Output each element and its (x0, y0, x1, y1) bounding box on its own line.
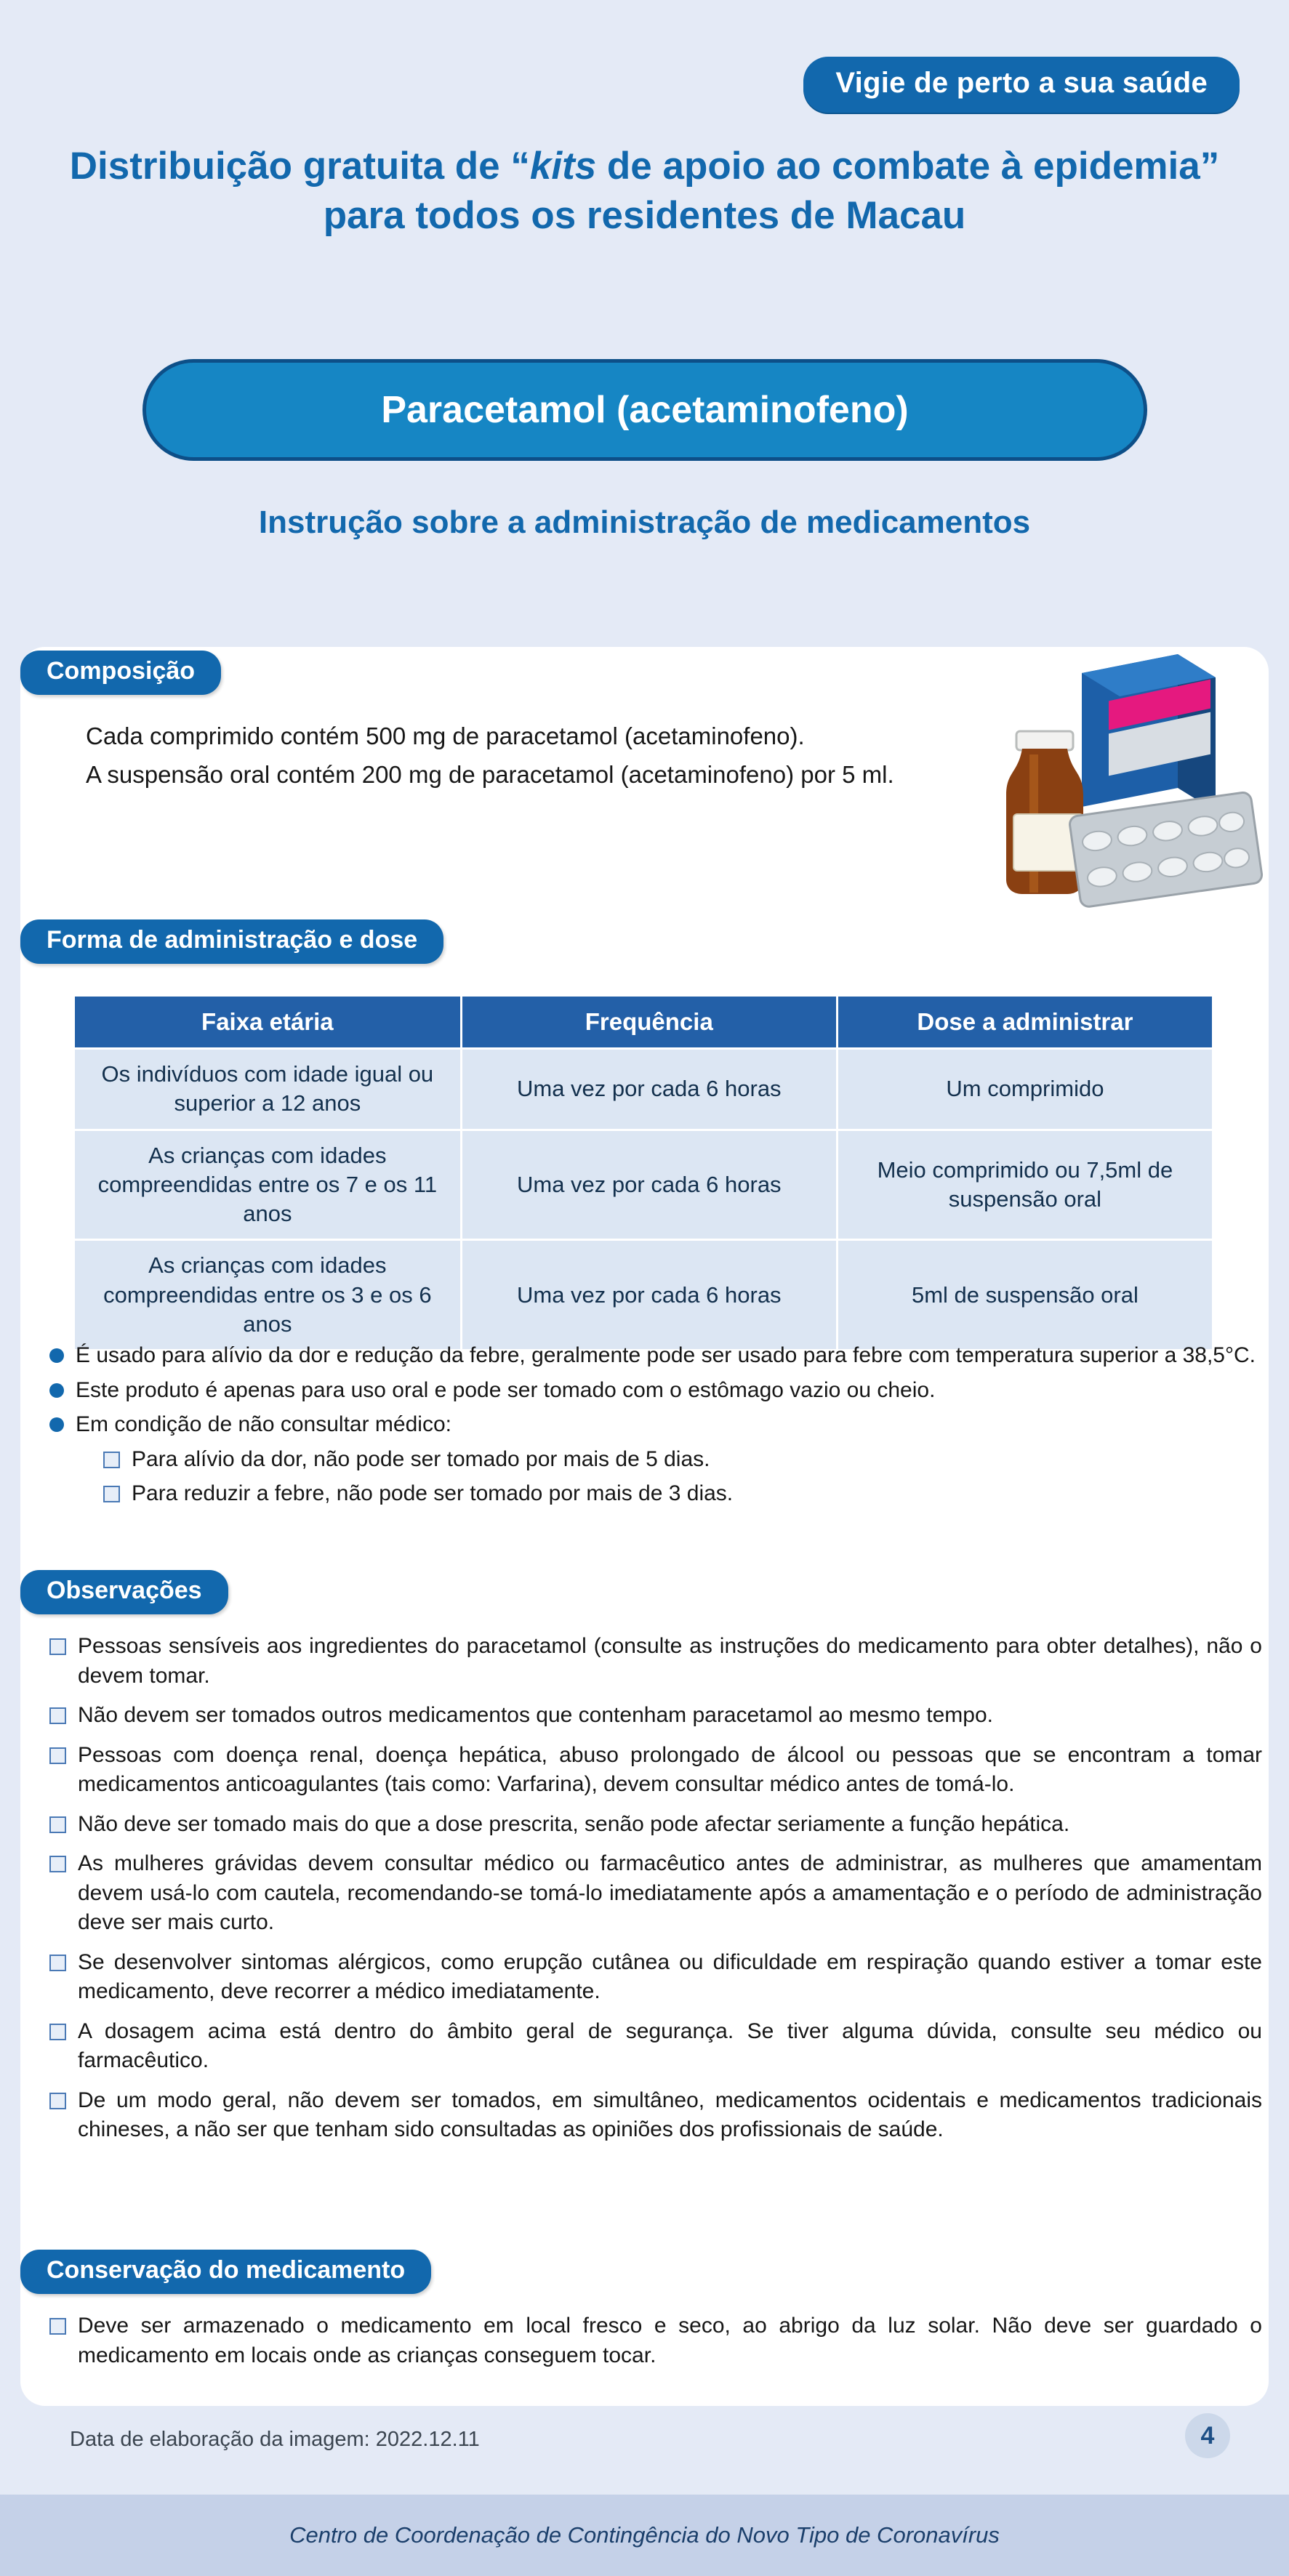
checkbox-square-icon (49, 1747, 66, 1764)
table-cell: Os indivíduos com idade igual ou superior a 12 anos (75, 1050, 460, 1129)
list-item (49, 2017, 1262, 2076)
list-item (49, 1849, 1262, 1938)
table-row (75, 1050, 1212, 1129)
list-item (49, 1341, 1256, 1371)
section-label-forma: Forma de administração e dose (20, 919, 443, 964)
table-cell: Uma vez por cada 6 horas (462, 1050, 836, 1129)
page-subtitle: Instrução sobre a administração de medicamentos (258, 504, 1031, 540)
list-item-label: Pessoas com doença renal, doença hepática, abuso prolongado de álcool ou pessoas que se encontram a tomar medicamentos anticoagulantes (tais como: Varfarina), devem consultar médico antes de tomá-lo. (78, 1742, 1262, 1796)
dose-notes-list (49, 1341, 1256, 1514)
list-item (49, 2311, 1262, 2370)
composition-line-2: A suspensão oral contém 200 mg de paracetamol (acetaminofeno) por 5 ml. (86, 760, 894, 788)
table-header-cell: Faixa etária (75, 997, 460, 1047)
table-cell: As crianças com idades compreendidas entre os 3 e os 6 anos (75, 1241, 460, 1349)
checkbox-square-icon (103, 1486, 120, 1502)
page-title-italic: kits (529, 145, 597, 188)
checkbox-square-icon (49, 1816, 66, 1833)
section-label-composicao: Composição (20, 651, 221, 695)
list-item-label: Em condição de não consultar médico: (76, 1412, 451, 1436)
list-item-label: Para alívio da dor, não pode ser tomado por mais de 5 dias. (132, 1446, 710, 1471)
list-item-label: Este produto é apenas para uso oral e pode ser tomado com o estômago vazio ou cheio. (76, 1377, 936, 1402)
list-item-label: As mulheres grávidas devem consultar médico ou farmacêutico antes de administrar, as mulheres que amamentam devem usá-lo com cautela, recomendando-se tomá-lo imediatamente após a amamentação e o período de administração deve ser mais curto. (78, 1851, 1262, 1934)
list-item-label: Não deve ser tomado mais do que a dose prescrita, senão pode afectar seriamente a função hepática. (78, 1811, 1070, 1836)
page-title (44, 142, 1245, 241)
bullet-dot-icon (49, 1348, 64, 1363)
list-item (49, 1948, 1262, 2007)
list-item-label: De um modo geral, não devem ser tomados, em simultâneo, medicamentos ocidentais e medicamentos tradicionais chineses, a não ser que tenham sido consultadas as opiniões dos profissionais de saúde. (78, 2088, 1262, 2141)
bullet-dot-icon (49, 1383, 64, 1398)
checkbox-square-icon (103, 1452, 120, 1468)
checkbox-square-icon (49, 1955, 66, 1971)
section-label-observacoes: Observações (20, 1570, 228, 1614)
list-item (49, 1410, 1256, 1440)
section-label-conservacao: Conservação do medicamento (20, 2250, 431, 2294)
table-row (75, 1131, 1212, 1239)
checkbox-square-icon (49, 1707, 66, 1724)
list-item-label: Para reduzir a febre, não pode ser tomado por mais de 3 dias. (132, 1481, 734, 1505)
list-item (49, 1632, 1262, 1691)
composition-text (86, 720, 958, 797)
drug-name-banner: Paracetamol (acetaminofeno) (142, 359, 1147, 461)
dosage-table (73, 994, 1214, 1351)
checkbox-square-icon (49, 2093, 66, 2109)
page-number-badge: 4 (1185, 2413, 1230, 2458)
footer-organization: Centro de Coordenação de Contingência do Novo Tipo de Coronavírus (289, 2522, 1000, 2548)
list-item-label: Deve ser armazenado o medicamento em local fresco e seco, ao abrigo da luz solar. Não deve ser guardado o medicamento em locais onde as crianças conseguem tocar. (78, 2314, 1262, 2367)
observations-list (49, 1632, 1262, 2155)
page-title-part1: Distribuição gratuita de “ (69, 145, 530, 188)
list-item (49, 1810, 1262, 1840)
storage-list (49, 2311, 1262, 2370)
list-item (103, 1479, 1256, 1509)
table-cell: Uma vez por cada 6 horas (462, 1131, 836, 1239)
table-cell: 5ml de suspensão oral (838, 1241, 1212, 1349)
elaboration-date: Data de elaboração da imagem: 2022.12.11 (70, 2428, 480, 2451)
table-row (75, 1241, 1212, 1349)
list-item (103, 1445, 1256, 1475)
checkbox-square-icon (49, 1856, 66, 1872)
list-item-label: Não devem ser tomados outros medicamentos que contenham paracetamol ao mesmo tempo. (78, 1703, 993, 1727)
medicine-package-illustration (960, 645, 1265, 936)
list-item (49, 2086, 1262, 2145)
list-item (49, 1741, 1262, 1800)
checkbox-square-icon (49, 2318, 66, 2335)
list-item-label: A dosagem acima está dentro do âmbito geral de segurança. Se tiver alguma dúvida, consulte seu médico ou farmacêutico. (78, 2018, 1262, 2072)
composition-line-1: Cada comprimido contém 500 mg de paracetamol (acetaminofeno). (86, 723, 805, 749)
table-cell: Meio comprimido ou 7,5ml de suspensão oral (838, 1131, 1212, 1239)
list-item-label: Se desenvolver sintomas alérgicos, como erupção cutânea ou dificuldade em respiração quando estiver a tomar este medicamento, deve recorrer a médico imediatamente. (78, 1949, 1262, 2003)
bullet-dot-icon (49, 1417, 64, 1432)
table-cell: Um comprimido (838, 1050, 1212, 1129)
checkbox-square-icon (49, 2024, 66, 2040)
list-item (49, 1376, 1256, 1406)
list-item-label: Pessoas sensíveis aos ingredientes do paracetamol (consulte as instruções do medicamento para obter detalhes), não o devem tomar. (78, 1634, 1262, 1688)
table-header-cell: Dose a administrar (838, 997, 1212, 1047)
checkbox-square-icon (49, 1638, 66, 1655)
list-item (49, 1701, 1262, 1731)
list-item-label: É usado para alívio da dor e redução da febre, geralmente pode ser usado para febre com temperatura superior a 38,5°C. (76, 1343, 1256, 1367)
table-cell: As crianças com idades compreendidas entre os 7 e os 11 anos (75, 1131, 460, 1239)
table-header-row (75, 997, 1212, 1047)
health-watch-banner: Vigie de perto a sua saúde (803, 57, 1240, 113)
page-title-part2: de apoio ao combate à epidemia” para todos os residentes de Macau (323, 145, 1220, 237)
footer-bar (0, 2495, 1289, 2576)
table-cell: Uma vez por cada 6 horas (462, 1241, 836, 1349)
table-header-cell: Frequência (462, 997, 836, 1047)
